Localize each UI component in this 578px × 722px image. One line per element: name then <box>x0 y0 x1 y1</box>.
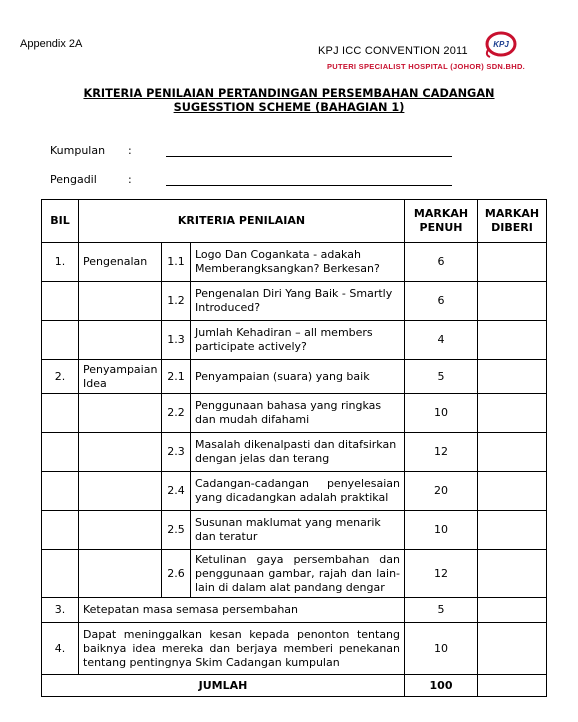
row-given-mark[interactable] <box>478 598 547 623</box>
row-category: Pengenalan <box>79 243 162 282</box>
row-full-mark: 4 <box>405 321 478 360</box>
row-given-mark[interactable] <box>478 623 547 675</box>
pengadil-colon: : <box>128 173 132 186</box>
row-given-mark[interactable] <box>478 472 547 511</box>
pengadil-line[interactable] <box>166 184 452 186</box>
row-bil: 3. <box>42 598 79 623</box>
row-category <box>79 394 162 433</box>
row-number: 1.3 <box>162 321 191 360</box>
row-full-mark: 10 <box>405 394 478 433</box>
row-number: 2.5 <box>162 511 191 550</box>
row-criteria: Susunan maklumat yang menarik dan teratur <box>191 511 405 550</box>
row-given-mark[interactable] <box>478 321 547 360</box>
row-given-mark[interactable] <box>478 550 547 598</box>
row-given-mark[interactable] <box>478 243 547 282</box>
table-row <box>42 472 547 511</box>
row-given-mark[interactable] <box>478 282 547 321</box>
criteria-table <box>41 199 547 697</box>
row-full-mark: 12 <box>405 433 478 472</box>
row-category <box>79 433 162 472</box>
row-category <box>79 472 162 511</box>
row-number: 1.1 <box>162 243 191 282</box>
convention-title: KPJ ICC CONVENTION 2011 <box>318 45 468 57</box>
row-full-mark: 20 <box>405 472 478 511</box>
kumpulan-label: Kumpulan <box>50 144 106 157</box>
table-row <box>42 433 547 472</box>
row-criteria: Masalah dikenalpasti dan ditafsirkan dengan jelas dan terang <box>191 433 405 472</box>
row-number: 2.6 <box>162 550 191 598</box>
table-row <box>42 550 547 598</box>
kumpulan-colon: : <box>128 144 132 157</box>
total-given-mark[interactable] <box>478 675 547 697</box>
row-number: 2.2 <box>162 394 191 433</box>
table-row <box>42 360 547 394</box>
kumpulan-line[interactable] <box>166 155 452 157</box>
row-criteria: Jumlah Kehadiran – all members participate actively? <box>191 321 405 360</box>
row-given-mark[interactable] <box>478 433 547 472</box>
row-given-mark[interactable] <box>478 360 547 394</box>
appendix-label: Appendix 2A <box>20 38 83 50</box>
row-criteria: Pengenalan Diri Yang Baik - Smartly Introduced? <box>191 282 405 321</box>
row-bil <box>42 433 79 472</box>
row-criteria: Penyampaian (suara) yang baik <box>191 360 405 394</box>
row-full-mark: 5 <box>405 360 478 394</box>
form-subtitle: SUGESSTION SCHEME (BAHAGIAN 1) <box>173 101 405 114</box>
kpj-logo-icon <box>482 30 518 60</box>
row-criteria: Dapat meninggalkan kesan kepada penonton tentang baiknya idea mereka dan berjaya memberi penekanan tentang pentingnya Skim Cadangan kumpulan <box>79 623 405 675</box>
row-full-mark: 6 <box>405 282 478 321</box>
row-bil: 4. <box>42 623 79 675</box>
row-bil <box>42 550 79 598</box>
row-given-mark[interactable] <box>478 511 547 550</box>
row-bil <box>42 394 79 433</box>
row-number: 2.3 <box>162 433 191 472</box>
total-label: JUMLAH <box>42 675 405 697</box>
row-number: 2.1 <box>162 360 191 394</box>
row-category <box>79 511 162 550</box>
header-bil: BIL <box>42 200 79 243</box>
row-bil <box>42 472 79 511</box>
table-row <box>42 511 547 550</box>
pengadil-label: Pengadil <box>50 173 97 186</box>
row-full-mark: 6 <box>405 243 478 282</box>
row-full-mark: 5 <box>405 598 478 623</box>
form-title: KRITERIA PENILAIAN PERTANDINGAN PERSEMBAHAN CADANGAN <box>83 87 495 100</box>
row-full-mark: 10 <box>405 623 478 675</box>
row-number: 1.2 <box>162 282 191 321</box>
header-kriteria: KRITERIA PENILAIAN <box>79 200 405 243</box>
table-row <box>42 623 547 675</box>
table-row <box>42 394 547 433</box>
row-bil <box>42 511 79 550</box>
header-markah-penuh: MARKAH PENUH <box>405 200 478 243</box>
hospital-name: PUTERI SPECIALIST HOSPITAL (JOHOR) SDN.BHD. <box>327 62 526 71</box>
row-bil <box>42 321 79 360</box>
row-full-mark: 10 <box>405 511 478 550</box>
row-bil: 2. <box>42 360 79 394</box>
row-criteria: Logo Dan Cogankata - adakah Memberangksangkan? Berkesan? <box>191 243 405 282</box>
row-category <box>79 550 162 598</box>
row-category <box>79 321 162 360</box>
row-category <box>79 282 162 321</box>
row-criteria: Ketulinan gaya persembahan dan penggunaan gambar, rajah dan lain-lain di dalam alat pandang dengar <box>191 550 405 598</box>
total-row <box>42 675 547 697</box>
table-row <box>42 598 547 623</box>
row-bil <box>42 282 79 321</box>
header-markah-diberi: MARKAH DIBERI <box>478 200 547 243</box>
table-row <box>42 282 547 321</box>
row-bil: 1. <box>42 243 79 282</box>
row-full-mark: 12 <box>405 550 478 598</box>
row-criteria: Penggunaan bahasa yang ringkas dan mudah difahami <box>191 394 405 433</box>
table-row <box>42 243 547 282</box>
row-category: Penyampaian Idea <box>79 360 162 394</box>
row-criteria: Cadangan-cadangan penyelesaian yang dicadangkan adalah praktikal <box>191 472 405 511</box>
total-value: 100 <box>405 675 478 697</box>
row-number: 2.4 <box>162 472 191 511</box>
table-row <box>42 321 547 360</box>
row-given-mark[interactable] <box>478 394 547 433</box>
svg-text:KPJ: KPJ <box>493 40 509 49</box>
row-criteria: Ketepatan masa semasa persembahan <box>79 598 405 623</box>
